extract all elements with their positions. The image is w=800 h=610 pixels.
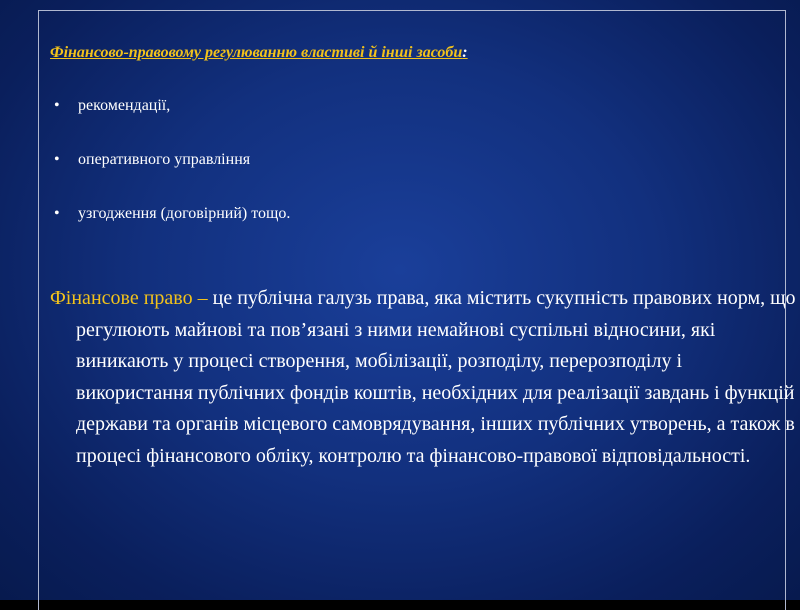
list-item-text: рекомендації, [78, 97, 171, 114]
list-item [50, 149, 290, 203]
bullet-icon: • [54, 205, 60, 222]
heading-text: Фінансово-правовому регулюванню властиві й інші засоби [50, 44, 463, 61]
heading [50, 44, 468, 62]
list-item [50, 95, 290, 149]
definition-paragraph [50, 283, 796, 472]
list-item-text: оперативного управління [78, 151, 251, 168]
definition-term: Фінансове право – [50, 287, 208, 309]
list-item [50, 203, 290, 257]
bullet-icon: • [54, 97, 60, 114]
definition-text: це публічна галузь права, яка містить сукупність правових норм, що регулюють майнові та пов’язані з ними немайнові суспільні відносини, які виникають у процесі створення, мобілізації, розподілу, перерозподілу і використання публічних фондів коштів, необхідних для реалізації завдань і функцій держави та органів місцевого самоврядування, інших публічних утворень, а також в процесі фінансового обліку, контролю та фінансово-правової відповідальності. [76, 287, 796, 467]
heading-colon: : [462, 44, 468, 61]
bullet-icon: • [54, 151, 60, 168]
bullet-list [50, 95, 290, 257]
list-item-text: узгодження (договірний) тощо. [78, 205, 291, 222]
